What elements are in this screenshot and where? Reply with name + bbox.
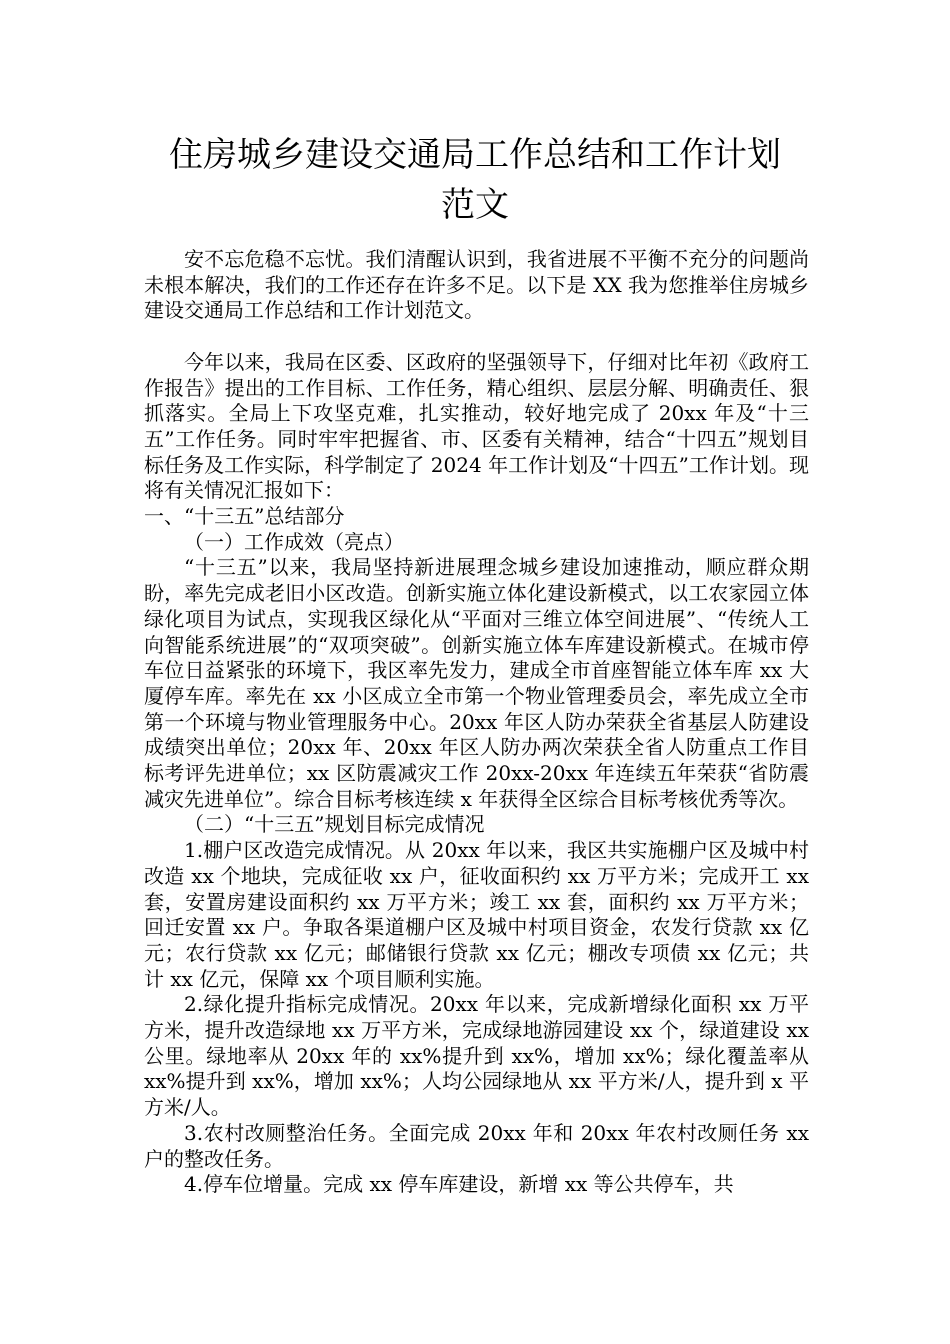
section-heading: 一、“十三五”总结部分 bbox=[144, 504, 345, 529]
document-body bbox=[144, 247, 809, 1198]
item-shantytown-renovation: 1.棚户区改造完成情况。从 20xx 年以来，我区共实施棚户区及城中村改造 xx 个地块，完成征收 xx 户，征收面积约 xx 万平方米；完成开工 xx 套，安置房建设面积约 xx 万平方米；竣工 xx 套，面积约 xx 万平方米；回迁安置 xx 户。争取各渠道棚户区及城中村项目资金，农发行贷款 xx 亿元；农行贷款 xx 亿元；邮储银行贷款 xx 亿元；棚改专项债 xx 亿元；共计 xx 亿元，保障 xx 个项目顺利实施。 bbox=[144, 838, 809, 991]
subsection-heading-2: （二）“十三五”规划目标完成情况 bbox=[184, 812, 485, 837]
achievements-paragraph: “十三五”以来，我局坚持新进展理念城乡建设加速推动，顺应群众期盼，率先完成老旧小区改造。创新实施立体化建设新模式，以工农家园立体绿化项目为试点，实现我区绿化从“平面对三维立体空间进展”、“传统人工向智能系统进展”的“双项突破”。创新实施立体车库建设新模式。在城市停车位日益紧张的环境下，我区率先发力，建成全市首座智能立体车库 xx 大厦停车库。率先在 xx 小区成立全市第一个物业管理委员会，率先成立全市第一个环境与物业管理服务中心。20xx 年区人防办荣获全省基层人防建设成绩突出单位；20xx 年、20xx 年区人防办两次荣获全省人防重点工作目标考评先进单位；xx 区防震减灾工作 20xx-20xx 年连续五年荣获“省防震减灾先进单位”。综合目标考核连续 x 年获得全区综合目标考核优秀等次。 bbox=[144, 555, 809, 811]
item-greening: 2.绿化提升指标完成情况。20xx 年以来，完成新增绿化面积 xx 万平方米，提升改造绿地 xx 万平方米，完成绿地游园建设 xx 个，绿道建设 xx 公里。绿地率从 20xx 年的 xx%提升到 xx%，增加 xx%；绿化覆盖率从 xx%提升到 xx%，增加 xx%；人均公园绿地从 xx 平方米/人，提升到 x 平方米/人。 bbox=[144, 992, 809, 1120]
item-parking: 4.停车位增量。完成 xx 停车库建设，新增 xx 等公共停车，共 bbox=[184, 1172, 734, 1197]
document-title bbox=[140, 130, 810, 230]
paragraph-gap bbox=[144, 324, 809, 350]
title-line-2: 范文 bbox=[441, 185, 509, 225]
item-rural-toilets: 3.农村改厕整治任务。全面完成 20xx 年和 20xx 年农村改厕任务 xx 户的整改任务。 bbox=[144, 1120, 809, 1171]
title-line-1: 住房城乡建设交通局工作总结和工作计划 bbox=[169, 135, 781, 175]
subsection-heading-1: （一）工作成效（亮点） bbox=[184, 529, 404, 554]
intro-paragraph: 安不忘危稳不忘忧。我们清醒认识到，我省进展不平衡不充分的问题尚未根本解决，我们的工作还存在许多不足。以下是 XX 我为您推举住房城乡建设交通局工作总结和工作计划范文。 bbox=[144, 247, 809, 323]
overview-paragraph: 今年以来，我局在区委、区政府的坚强领导下，仔细对比年初《政府工作报告》提出的工作目标、工作任务，精心组织、层层分解、明确责任、狠抓落实。全局上下攻坚克难，扎实推动，较好地完成了 20xx 年及“十三五”工作任务。同时牢牢把握省、市、区委有关精神，结合“十四五”规划目标任务及工作实际，科学制定了 2024 年工作计划及“十四五”工作计划。现将有关情况汇报如下： bbox=[144, 349, 809, 503]
